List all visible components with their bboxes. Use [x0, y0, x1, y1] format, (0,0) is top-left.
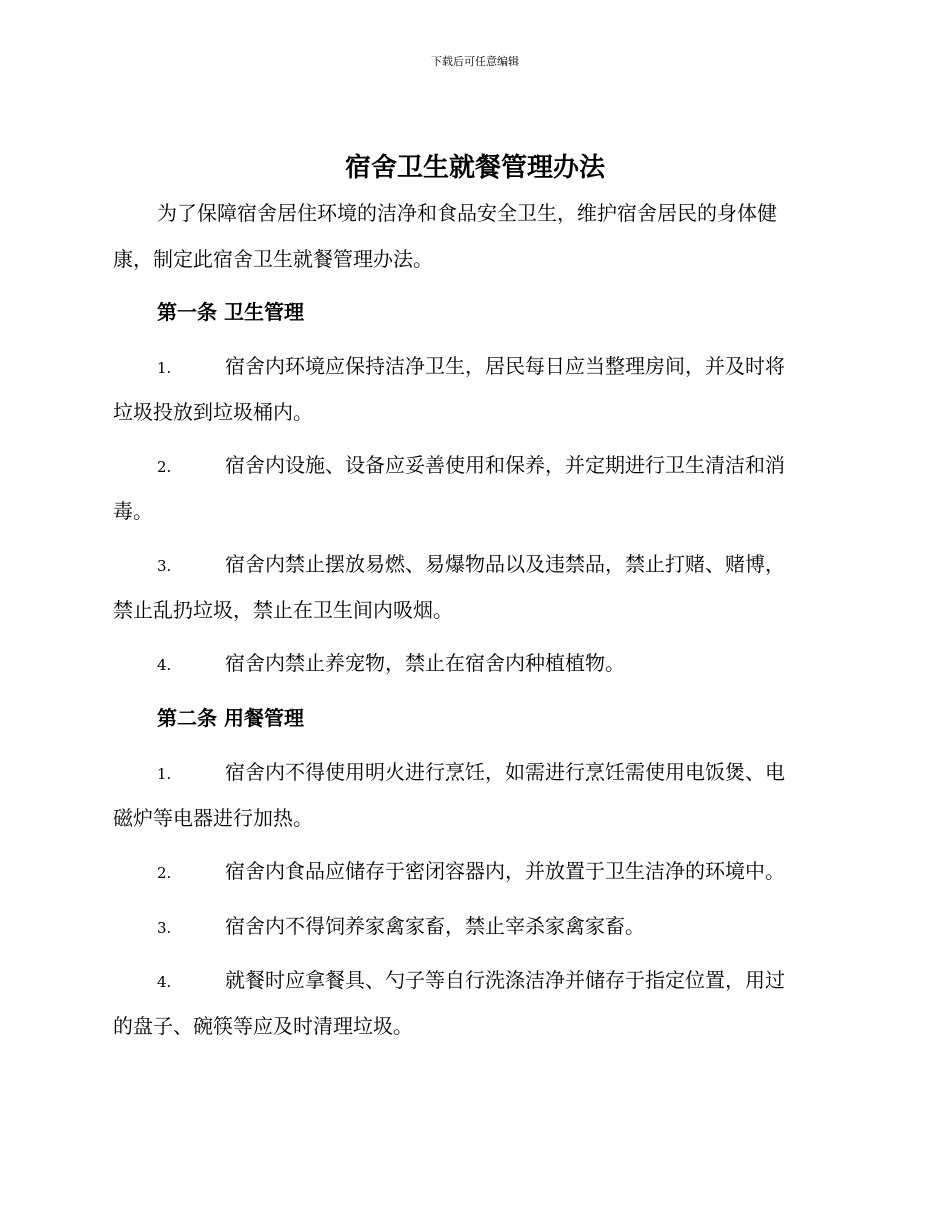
item-number: 3. — [157, 557, 172, 575]
intro-paragraph — [113, 190, 838, 282]
intro-line-1: 为了保障宿舍居住环境的洁净和食品安全卫生，维护宿舍居民的身体健 — [157, 201, 777, 225]
item-text-line-1: 宿舍内禁止摆放易燃、易爆物品以及违禁品，禁止打赌、赌博， — [225, 552, 785, 576]
section-2-item-3 — [113, 903, 838, 949]
section-2-item-1 — [113, 749, 838, 841]
item-number: 4. — [157, 656, 172, 674]
item-number: 3. — [157, 919, 172, 937]
document-title: 宿舍卫生就餐管理办法 — [344, 153, 605, 183]
section-2-item-4 — [113, 957, 838, 1049]
item-text-line-1: 宿舍内不得使用明火进行烹饪，如需进行烹饪需使用电饭煲、电 — [225, 760, 785, 784]
item-number: 1. — [157, 765, 172, 783]
page-header: 下载后可任意编辑 — [431, 55, 519, 68]
item-text-line-2: 垃圾投放到垃圾桶内。 — [113, 400, 313, 424]
item-text-line-1: 宿舍内环境应保持洁净卫生，居民每日应当整理房间，并及时将 — [225, 354, 785, 378]
item-text-line-1: 宿舍内设施、设备应妥善使用和保养，并定期进行卫生清洁和消 — [225, 453, 785, 477]
item-text-line-1: 宿舍内不得饲养家禽家畜，禁止宰杀家禽家畜。 — [225, 914, 645, 938]
item-text-line-1: 宿舍内食品应储存于密闭容器内，并放置于卫生洁净的环境中。 — [225, 859, 785, 883]
item-number: 4. — [157, 973, 172, 991]
section-2-heading: 第二条 用餐管理 — [157, 706, 304, 730]
item-number: 2. — [157, 458, 172, 476]
section-1-heading: 第一条 卫生管理 — [157, 300, 304, 324]
section-2-item-2 — [113, 848, 838, 894]
item-number: 1. — [157, 359, 172, 377]
section-1-item-4 — [113, 640, 838, 686]
item-text-line-2: 毒。 — [113, 499, 153, 523]
intro-line-2: 康，制定此宿舍卫生就餐管理办法。 — [113, 247, 433, 271]
item-text-line-2: 的盘子、碗筷等应及时清理垃圾。 — [113, 1014, 413, 1038]
section-1-item-3 — [113, 541, 838, 633]
section-1-item-2 — [113, 442, 838, 534]
item-text-line-1: 宿舍内禁止养宠物，禁止在宿舍内种植植物。 — [225, 651, 625, 675]
section-1-item-1 — [113, 343, 838, 435]
item-text-line-2: 磁炉等电器进行加热。 — [113, 806, 313, 830]
item-text-line-1: 就餐时应拿餐具、勺子等自行洗涤洁净并储存于指定位置，用过 — [225, 968, 785, 992]
item-text-line-2: 禁止乱扔垃圾，禁止在卫生间内吸烟。 — [113, 598, 453, 622]
item-number: 2. — [157, 864, 172, 882]
